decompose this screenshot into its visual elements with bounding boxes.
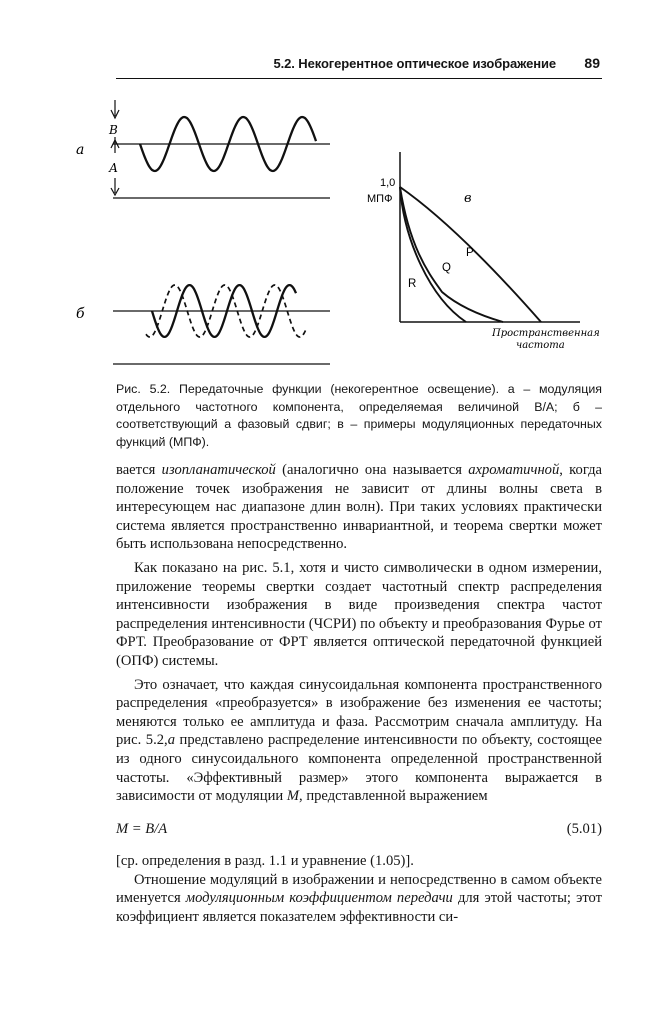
term-achromatic: ахроматичной: [468, 462, 560, 478]
page-number: 89: [584, 55, 600, 71]
curve-p-label: P: [466, 247, 474, 259]
p3-text-b: представлено распределение интенсивности по объекту, состоящее из одного синусоидального компонента определенной пространственной частоты. «Эффективный размер» этого компонента выражается в зависимости от модуляции: [116, 732, 602, 805]
equation-formula: M = B/A: [116, 820, 168, 837]
x-axis-label-line2: частота: [516, 340, 565, 351]
y-tick-label: 1,0: [380, 177, 396, 189]
paragraph-1: [116, 461, 602, 554]
panel-b: [113, 285, 330, 364]
p3-symbol-m: M: [286, 788, 300, 805]
label-a: А: [109, 161, 119, 175]
figure-5-2: [0, 0, 650, 380]
paragraph-3: [116, 676, 602, 806]
equation-number: (5.01): [566, 820, 602, 837]
figure-caption: Рис. 5.2. Передаточные функции (некогерентное освещение). а – модуляция отдельного частотного компонента, определяемая величиной B/A; б – соответствующий а фазовый сдвиг; в – примеры модуляционных передаточных функций (МПФ).: [116, 382, 602, 449]
p3-text-a: Это означает, что каждая синусоидальная компонента пространственного распределения «преобразуется» в изображение без изменения ее частоты; меняются только ее амплитуда и фаза. Рассмотрим сначала амплитуду. На рис. 5.2,: [116, 676, 602, 749]
panel-c-label: в: [464, 191, 472, 206]
amplitude-arrows: [111, 100, 119, 195]
x-axis-label-line1: Пространственная: [492, 328, 600, 339]
panel-b-label: б: [76, 306, 85, 322]
paragraph-2: Как показано на рис. 5.1, хотя и чисто символически в одном измерении, приложение теоремы свертки создает частотный спектр распределения интенсивности изображения в виде произведения спектра частот распределения интенсивности (ЧСРИ) по объекту и преобразования Фурье от ФРТ. Преобразование от ФРТ является оптической передаточной функцией (ОПФ) системы.: [116, 559, 602, 669]
p5-text-b: для этой частоты; этот коэффициент является показателем эффективности си-: [116, 890, 602, 926]
p3-fig-ref: а: [167, 732, 175, 749]
panel-a: [111, 100, 330, 198]
p3-text-c: , представленной выражением: [299, 788, 488, 805]
body-text: [116, 461, 602, 927]
paragraph-4: [ср. определения в разд. 1.1 и уравнение (1.05)].: [116, 853, 414, 870]
p1-text-a: вается: [116, 462, 162, 478]
section-title: 5.2. Некогерентное оптическое изображение: [273, 56, 556, 71]
y-axis-label: МПФ: [367, 193, 393, 205]
p5-text-a: Отношение модуляций в изображении и непосредственно в самом объекте именуется: [116, 871, 602, 907]
panel-c-mtf-chart: [400, 152, 580, 322]
label-b: В: [109, 123, 118, 137]
equation-5-01: [116, 820, 602, 839]
paragraph-5: [116, 871, 602, 927]
p1-text-b: (аналогично она называется: [275, 462, 469, 478]
curve-q-label: Q: [442, 262, 451, 274]
p1-text-c: , когда положение точек изображения не зависит от длины волны света в интересующем нас диапазоне длин волн). При таких условиях практически система является пространственно инвариантной, и теорема свертки может быть использована непосредственно.: [116, 462, 602, 553]
term-mtf-coefficient: модуляционным коэффициентом передачи: [185, 890, 453, 907]
term-isoplanatic: изопланатической: [161, 462, 276, 478]
panel-a-label: а: [76, 142, 85, 158]
curve-r-label: R: [408, 278, 417, 290]
